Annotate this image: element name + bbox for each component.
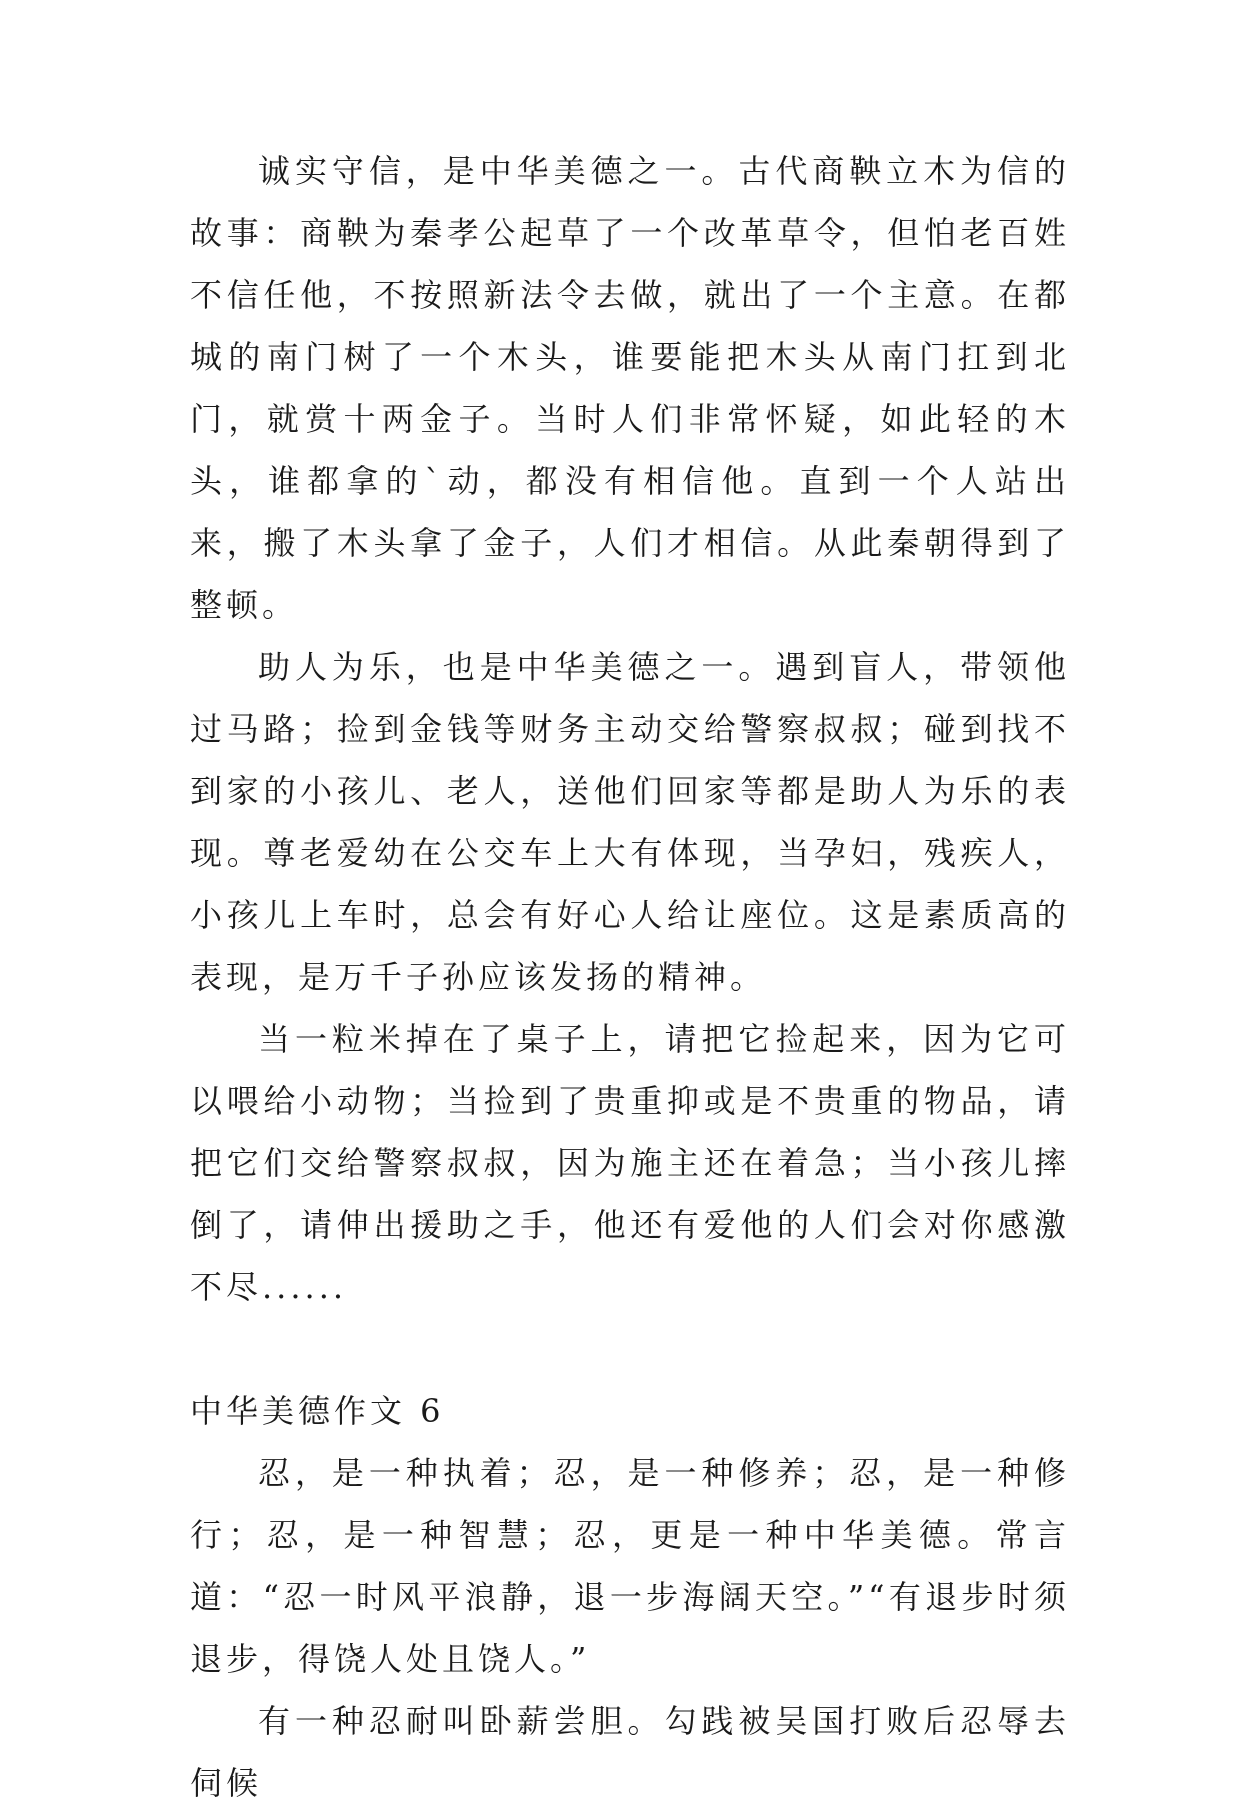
- paragraph-helping-others: 助人为乐，也是中华美德之一。遇到盲人，带领他过马路；捡到金钱等财务主动交给警察叔叔；碰到找不到家的小孩儿、老人，送他们回家等都是助人为乐的表现。尊老爱幼在公交车上大有体现，当孕妇，残疾人，小孩儿上车时，总会有好心人给让座位。这是素质高的表现，是万千子孙应该发扬的精神。: [190, 648, 1070, 996]
- paragraph-kindness: 当一粒米掉在了桌子上，请把它捡起来，因为它可以喂给小动物；当捡到了贵重抑或是不贵重的物品，请把它们交给警察叔叔，因为施主还在着急；当小孩儿摔倒了，请伸出援助之手，他还有爱他的人们会对你感激不尽......: [190, 1020, 1070, 1306]
- paragraph-forbearance: 忍，是一种执着；忍，是一种修养；忍，是一种修行；忍，是一种智慧；忍，更是一种中华美德。常言道：“忍一时风平浪静，退一步海阔天空。”“有退步时须退步，得饶人处且饶人。”: [190, 1454, 1070, 1678]
- paragraph-endurance: 有一种忍耐叫卧薪尝胆。勾践被吴国打败后忍辱去伺候: [190, 1702, 1070, 1802]
- document-body: [190, 140, 1070, 1814]
- paragraph-honesty: 诚实守信，是中华美德之一。古代商鞅立木为信的故事：商鞅为秦孝公起草了一个改革草令，但怕老百姓不信任他，不按照新法令去做，就出了一个主意。在都城的南门树了一个木头，谁要能把木头从南门扛到北门，就赏十两金子。当时人们非常怀疑，如此轻的木头，谁都拿的`动，都没有相信他。直到一个人站出来，搬了木头拿了金子，人们才相信。从此秦朝得到了整顿。: [190, 152, 1070, 624]
- section-title: 中华美德作文 6: [190, 1392, 445, 1430]
